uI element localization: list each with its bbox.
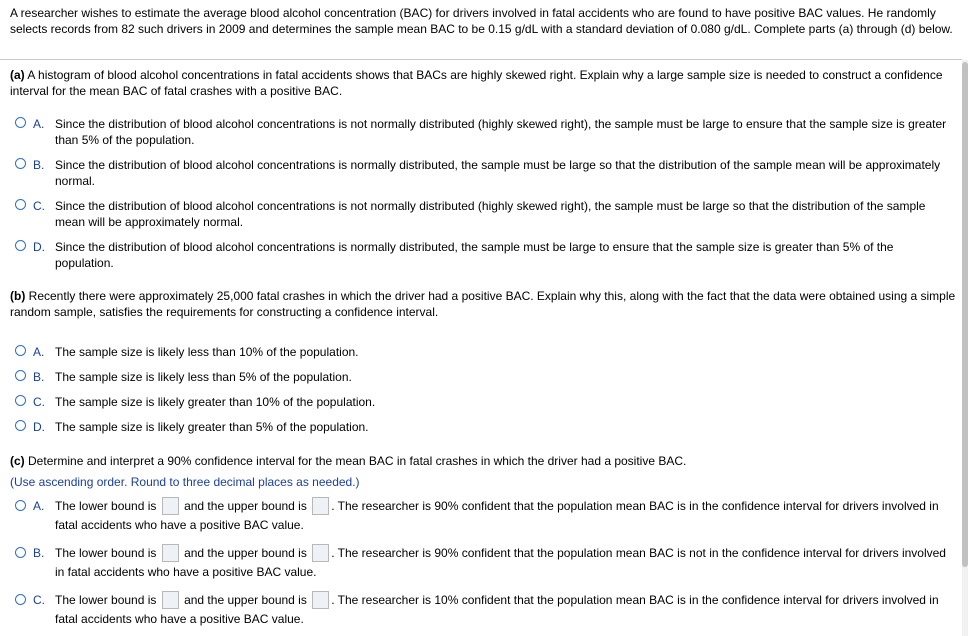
option-letter: B. [33, 158, 45, 172]
part-a-label: (a) [10, 68, 25, 82]
part-a-option-d[interactable] [15, 239, 955, 271]
part-b-option-b[interactable] [15, 369, 955, 385]
option-letter: B. [33, 546, 45, 560]
part-b-question [10, 288, 960, 320]
scrollbar-thumb[interactable] [962, 62, 968, 567]
radio-button[interactable] [15, 500, 26, 511]
option-letter: C. [33, 395, 45, 409]
upper-bound-label: and the upper bound is [184, 499, 307, 513]
part-a-option-b[interactable] [15, 157, 955, 189]
option-letter: C. [33, 199, 45, 213]
radio-button[interactable] [15, 395, 26, 406]
part-b-option-d[interactable] [15, 419, 955, 435]
lower-bound-label: The lower bound is [55, 546, 157, 560]
problem-intro: A researcher wishes to estimate the average blood alcohol concentration (BAC) for drivers involved in fatal accidents who are found to have positive BAC values. He randomly selects records from 82 such drivers in 2009 and determines the sample mean BAC to be 0.15 g/dL with a standard deviation of 0.080 g/dL. Complete parts (a) through (d) below. [10, 6, 953, 36]
radio-button[interactable] [15, 199, 26, 210]
upper-bound-input[interactable] [312, 591, 329, 609]
radio-button[interactable] [15, 345, 26, 356]
option-letter: A. [33, 499, 45, 513]
part-c-instruction: (Use ascending order. Round to three decimal places as needed.) [10, 475, 360, 489]
interpretation-text: . The researcher is 10% confident that the population mean BAC is in the confidence interval for drivers involved in fatal accidents who have a positive BAC value. [55, 593, 939, 626]
option-text: Since the distribution of blood alcohol concentrations is not normally distributed (highly skewed right), the sample must be large to ensure that the sample size is greater than 5% of the population. [55, 117, 947, 147]
option-letter: C. [33, 593, 45, 607]
option-text: The sample size is likely greater than 10% of the population. [55, 395, 376, 409]
option-letter: D. [33, 420, 45, 434]
part-a-question [10, 67, 960, 99]
upper-bound-label: and the upper bound is [184, 546, 307, 560]
part-b-label: (b) [10, 289, 26, 303]
option-text: The sample size is likely less than 10% of the population. [55, 345, 359, 359]
lower-bound-label: The lower bound is [55, 593, 157, 607]
upper-bound-label: and the upper bound is [184, 593, 307, 607]
radio-button[interactable] [15, 547, 26, 558]
part-a-option-a[interactable] [15, 116, 955, 148]
option-letter: A. [33, 345, 45, 359]
radio-button[interactable] [15, 240, 26, 251]
option-text: Since the distribution of blood alcohol concentrations is not normally distributed (highly skewed right), the sample must be large so that the distribution of the sample mean will be approximately normal. [55, 199, 926, 229]
interpretation-text: . The researcher is 90% confident that the population mean BAC is not in the confidence interval for drivers involved in fatal accidents who have a positive BAC value. [55, 546, 946, 579]
radio-button[interactable] [15, 158, 26, 169]
upper-bound-input[interactable] [312, 497, 329, 515]
option-letter: B. [33, 370, 45, 384]
part-b-question-text: Recently there were approximately 25,000 fatal crashes in which the driver had a positive BAC. Explain why this, along with the fact that the data were obtained using a simple random sample, satisfies the requirements for constructing a confidence interval. [10, 289, 956, 319]
option-text: The sample size is likely less than 5% of the population. [55, 370, 352, 384]
part-a-question-text: A histogram of blood alcohol concentrations in fatal accidents shows that BACs are highly skewed right. Explain why a large sample size is needed to construct a confidence interval for the mean BAC of fatal crashes with a positive BAC. [10, 68, 943, 98]
option-letter: D. [33, 240, 45, 254]
interpretation-text: . The researcher is 90% confident that the population mean BAC is in the confidence interval for drivers involved in fatal accidents who have a positive BAC value. [55, 499, 939, 532]
lower-bound-label: The lower bound is [55, 499, 157, 513]
radio-button[interactable] [15, 370, 26, 381]
part-b-option-a[interactable] [15, 344, 955, 360]
part-c-question [10, 453, 960, 469]
lower-bound-input[interactable] [162, 544, 179, 562]
part-c-option-c[interactable] [15, 591, 955, 629]
option-letter: A. [33, 117, 45, 131]
lower-bound-input[interactable] [162, 591, 179, 609]
part-a-option-c[interactable] [15, 198, 955, 230]
option-text: Since the distribution of blood alcohol concentrations is normally distributed, the sample must be large to ensure that the sample size is greater than 5% of the population. [55, 240, 894, 270]
divider [0, 59, 962, 60]
upper-bound-input[interactable] [312, 544, 329, 562]
part-c-option-b[interactable] [15, 544, 955, 582]
part-b-option-c[interactable] [15, 394, 955, 410]
part-c-question-text: Determine and interpret a 90% confidence interval for the mean BAC in fatal crashes in which the driver had a positive BAC. [28, 454, 687, 468]
option-text: The sample size is likely greater than 5% of the population. [55, 420, 369, 434]
radio-button[interactable] [15, 594, 26, 605]
lower-bound-input[interactable] [162, 497, 179, 515]
radio-button[interactable] [15, 117, 26, 128]
part-c-option-a[interactable] [15, 497, 955, 535]
option-text: Since the distribution of blood alcohol concentrations is normally distributed, the sample must be large so that the distribution of the sample mean will be approximately normal. [55, 158, 941, 188]
part-c-label: (c) [10, 454, 25, 468]
radio-button[interactable] [15, 420, 26, 431]
